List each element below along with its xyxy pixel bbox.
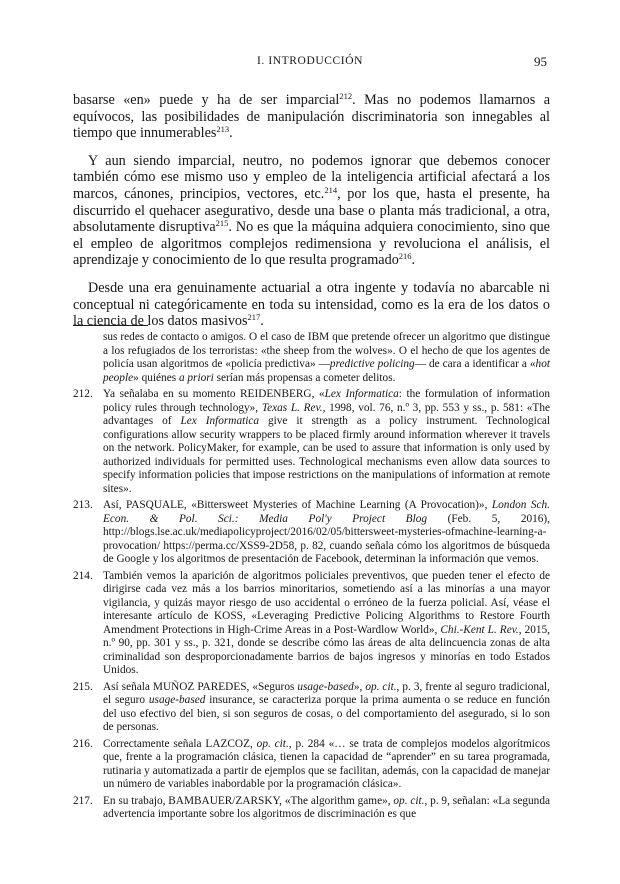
- text-run: .: [229, 125, 233, 142]
- footnote-number: 217.: [73, 794, 93, 807]
- running-header-title: I. INTRODUCCIÓN: [256, 55, 364, 67]
- text-run: Y aun siendo imparcial, neutro, no podemos ignorar que debemos conocer también cómo ese mismo uso y empleo de la inteligencia artificial afectará a los marcos, cánones, principios, vectores, etc.: [73, 152, 550, 202]
- text-run: , p. 9, señalan: «La segunda advertencia importante sobre los algoritmos de discriminación es que: [103, 794, 550, 820]
- paragraph-3: [73, 280, 550, 330]
- italic-run: usage-based: [148, 694, 206, 706]
- footnote-ref[interactable]: 213: [216, 124, 230, 135]
- italic-run: Chi.-Kent L. Rev.: [440, 623, 519, 636]
- paragraph-2: [73, 153, 550, 269]
- text-run: — de cara a identificar a «: [414, 358, 536, 370]
- text-run: Así, PASQUALE, «Bittersweet Mysteries of Machine Learning (A Provocation)»,: [103, 499, 492, 511]
- text-run: .: [411, 252, 416, 269]
- italic-run: London Sch. Econ. & Pol. Sci.: Media Pol'y Project Blog: [103, 499, 550, 525]
- footnote-215: [73, 681, 550, 735]
- text-run: , 1998, vol. 76, n.º 3, pp. 553 y ss., p. 581: «The advantages of: [103, 401, 550, 427]
- text-run: basarse «en» puede y ha de ser imparcial: [73, 92, 340, 108]
- footnote-number: 215.: [73, 680, 93, 693]
- italic-run: op. cit.: [256, 737, 289, 750]
- text-run: , p. 284 «… se trata de complejos modelos algorítmicos que, frente a la programación clásica, tienen la capacidad de “aprender” en su tarea programada, rutinaria y automatizada a partir de ejemplos que se facilitan, además, con la capacidad de manejar un número de variables inabordable por la programación clásica».: [103, 737, 550, 790]
- footnote-213: [73, 499, 550, 567]
- italic-run: Lex Informatica: [180, 415, 260, 427]
- footnote-212: [73, 388, 550, 496]
- text-run: , por los que, hasta el presente, ha discurrido el quehacer asegurativo, desde una base o planta más tradicional, a otra, absolutamente disruptiva: [73, 185, 550, 236]
- footnote-number: 214.: [73, 569, 93, 582]
- text-run: » quiénes: [133, 371, 179, 384]
- footnote-217: [73, 795, 550, 822]
- text-run: También vemos la aparición de algoritmos policiales preventivos, que pueden tener el efecto de dirigirse cada vez más a los barrios minoritarios, sometiendo así a las minorías a una mayor vigilancia, y quizás mayor riesgo de uso accidental o erróneo de la fuerza policial. Así, véase el interesante artículo de KOSS, «Leveraging Predictive Policing Algorithms to Restore Fourth Amendment Protections in High-Crime Areas in a Post-Wardlow World»,: [103, 569, 550, 636]
- paragraph-1: [73, 92, 550, 142]
- italic-run: hot people: [103, 358, 550, 384]
- main-text: [73, 92, 550, 341]
- text-run: .: [260, 313, 264, 330]
- footnote-ref[interactable]: 216: [398, 251, 412, 262]
- text-run: (Feb. 5, 2016), http://blogs.lse.ac.uk/mediapolicyproject/2016/02/05/bittersweet-mysteries-ofmachine-learning-a-provocation/ https://perma.cc/XSS9-2D58, p. 82, cuando señala cómo los algoritmos de búsqueda de Google y los algoritmos de presentación de Facebook, determinan la información que vemos.: [103, 512, 550, 565]
- text-run: Así señala MUÑOZ PAREDES, «Seguros: [103, 680, 298, 693]
- footnote-ref[interactable]: 212: [339, 91, 353, 101]
- italic-run: op. cit.: [365, 680, 397, 693]
- italic-run: usage-based: [297, 680, 354, 693]
- text-run: , 2015, n.º 90, pp. 301 y ss., p. 321, donde se describe cómo las áreas de alta delincuencia zonas de alta criminalidad son desproporcionadamente barrios de bajos ingresos y minorías en todo Estados Unidos.: [103, 623, 550, 676]
- footnote-ref[interactable]: 217: [247, 312, 261, 323]
- italic-run: a priori: [178, 371, 214, 384]
- footnote-ref[interactable]: 214: [324, 184, 338, 195]
- footnotes: [73, 331, 550, 825]
- text-run: sus redes de contacto o amigos. O el caso de IBM que pretende ofrecer un algoritmo que distingue a los refugiados de los terroristas: «the sheep from the wolves». O el hecho de que los agentes de policía usan algoritmos de «policía predictiva» —: [103, 331, 550, 370]
- page-number: 95: [534, 54, 547, 69]
- text-run: give it strength as a policy instrument. Technological configurations allow security wrappers to be placed firmly around information wherever it travels on the network. PolicyMaker, for example, can be used to assure that information is only used by authorized individuals for permitted uses. Technological mechanisms even allow data sources to specify information policies that impose restrictions on the manipulations of information at remote sites».: [103, 415, 550, 495]
- footnote-ref[interactable]: 215: [215, 218, 229, 229]
- footnote-number: 213.: [73, 499, 93, 511]
- text-run: . Mas no podemos llamarnos a equívocos, las posibilidades de manipulación discriminatoria son innegables al tiempo que innumerables: [73, 92, 551, 142]
- text-run: insurance, se caracteriza porque la prima aumenta o se reduce en función del uso efectivo del bien, si son seguros de cosas, o del comportamiento del asegurado, si lo son de personas.: [103, 694, 551, 733]
- text-run: En su trabajo, BAMBAUER/ZARSKY, «The algorithm game»,: [103, 794, 394, 807]
- italic-run: predictive policing: [329, 358, 415, 370]
- footnote-number: 212.: [73, 388, 93, 400]
- footnote-number: 216.: [73, 737, 93, 750]
- footnote-214: [73, 570, 550, 678]
- text-run: Desde una era genuinamente actuarial a otra ingente y todavía no abarcable ni conceptual ni categóricamente en toda su intensidad, como es la era de los datos o la ciencia de los datos masivos: [73, 279, 550, 330]
- footnote-216: [73, 738, 550, 792]
- italic-run: op. cit.: [393, 794, 425, 807]
- italic-run: Texas L. Rev.: [261, 401, 323, 414]
- text-run: . No es que la máquina adquiera conocimiento, sino que el empleo de algoritmos complejos redimensiona y revoluciona el análisis, el aprendizaje y conocimiento de lo que resulta programado: [73, 219, 550, 269]
- text-run: serían más propensas a cometer delitos.: [213, 371, 396, 384]
- italic-run: Lex Informatica: [324, 388, 399, 400]
- text-run: »,: [353, 680, 366, 693]
- text-run: Ya señalaba en su momento REIDENBERG, «: [103, 388, 325, 400]
- footnote-separator: [73, 325, 148, 326]
- text-run: : the formulation of information policy rules through technology»,: [103, 388, 550, 414]
- footnote-continuation-211: [73, 331, 550, 385]
- text-run: Correctamente señala LAZCOZ,: [103, 737, 257, 750]
- text-run: , p. 3, frente al seguro tradicional, el seguro: [103, 680, 551, 706]
